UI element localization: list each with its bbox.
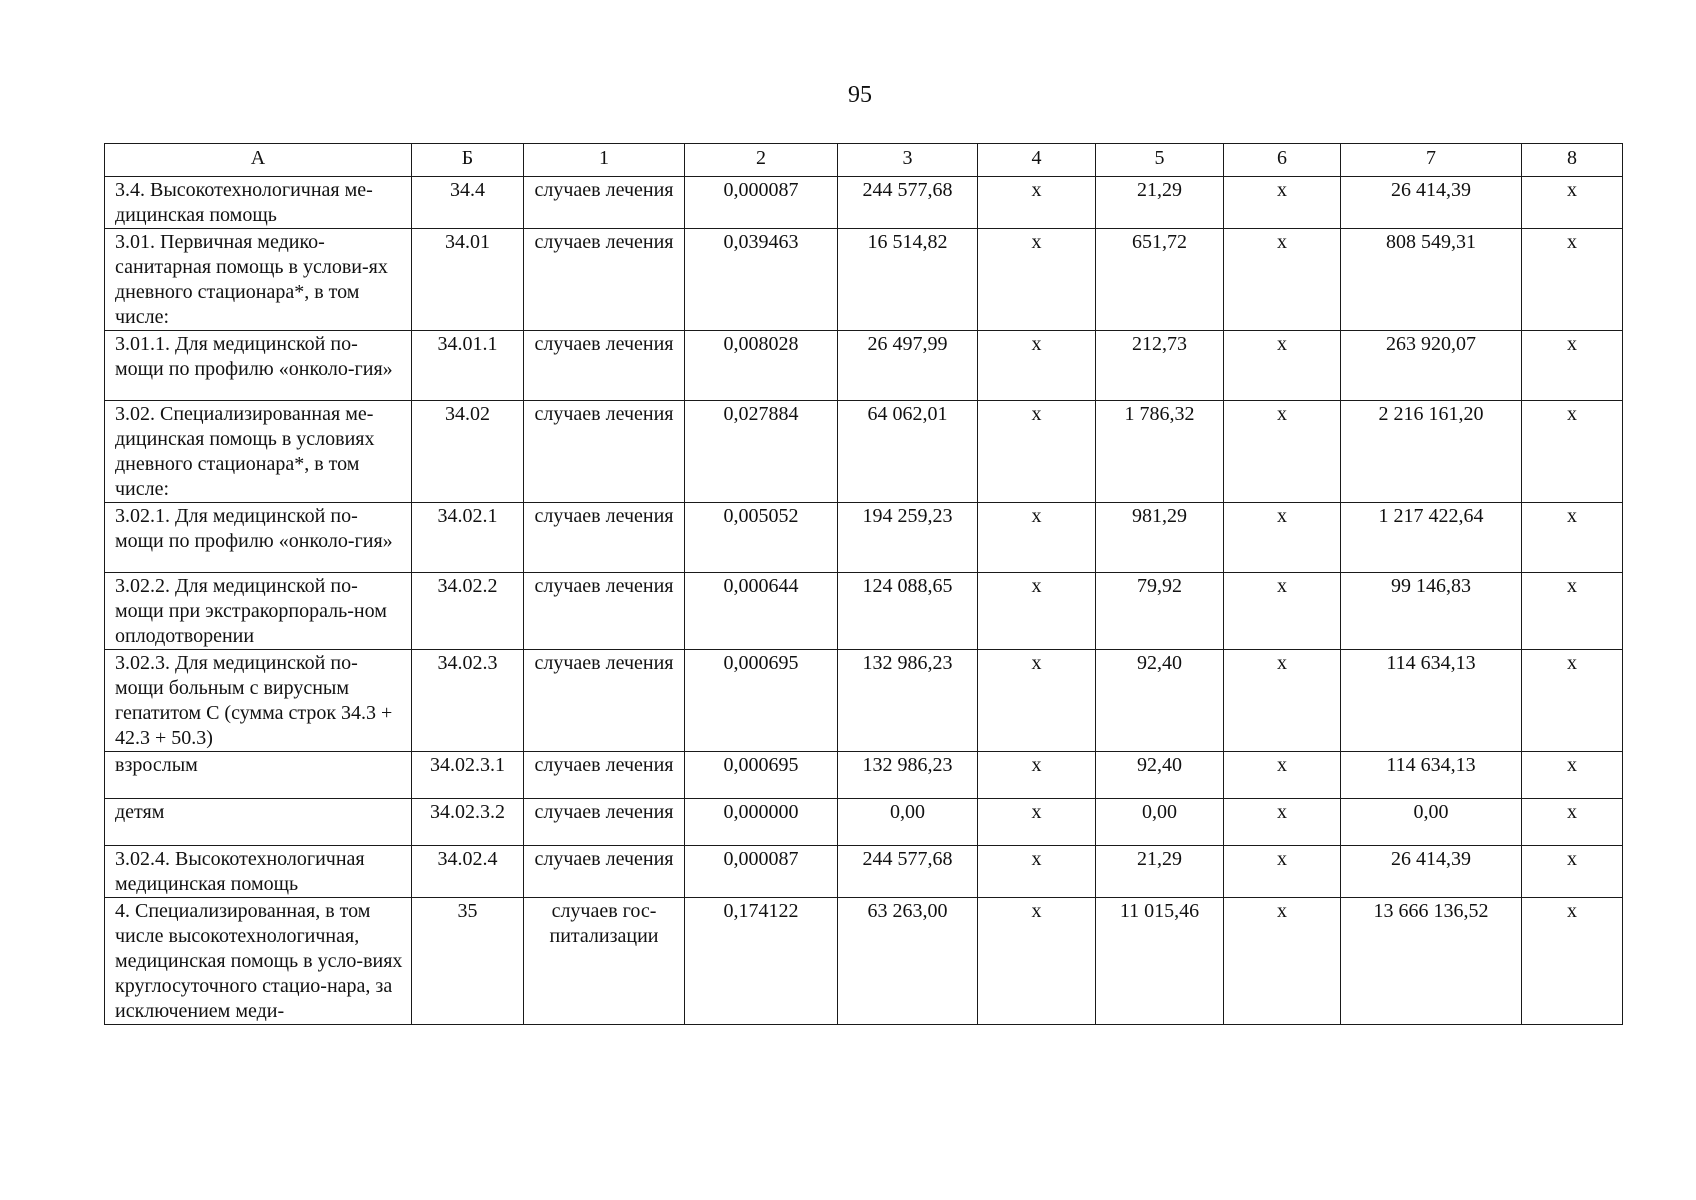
unit-cell: случаев лечения <box>524 401 685 503</box>
cell-col-5: 21,29 <box>1096 177 1224 229</box>
cell-col-4: х <box>978 177 1096 229</box>
cell-col-3: 132 986,23 <box>838 650 978 752</box>
cell-col-8: х <box>1522 401 1623 503</box>
cell-col-2: 0,000000 <box>685 799 838 846</box>
cell-col-7: 808 549,31 <box>1341 229 1522 331</box>
cell-col-6: х <box>1224 752 1341 799</box>
cell-col-4: х <box>978 503 1096 573</box>
table-row <box>105 650 1623 752</box>
cell-col-8: х <box>1522 177 1623 229</box>
row-name-cell: 3.01.1. Для медицинской по-мощи по профилю «онколо-гия» <box>105 331 412 401</box>
column-header: 4 <box>978 144 1096 177</box>
cell-col-5: 79,92 <box>1096 573 1224 650</box>
cell-col-2: 0,000695 <box>685 650 838 752</box>
cell-col-3: 244 577,68 <box>838 846 978 898</box>
row-name-cell: 3.02.2. Для медицинской по-мощи при экстракорпораль-ном оплодотворении <box>105 573 412 650</box>
row-name-cell: детям <box>105 799 412 846</box>
column-header: Б <box>412 144 524 177</box>
cell-col-5: 651,72 <box>1096 229 1224 331</box>
cell-col-2: 0,000087 <box>685 846 838 898</box>
row-code-cell: 34.02.3.2 <box>412 799 524 846</box>
table-row <box>105 573 1623 650</box>
data-table <box>104 143 1623 1025</box>
cell-col-2: 0,174122 <box>685 898 838 1025</box>
cell-col-2: 0,039463 <box>685 229 838 331</box>
table-row <box>105 401 1623 503</box>
column-header: 7 <box>1341 144 1522 177</box>
cell-col-3: 63 263,00 <box>838 898 978 1025</box>
cell-col-7: 263 920,07 <box>1341 331 1522 401</box>
row-name-cell: 3.02.4. Высокотехнологичная медицинская помощь <box>105 846 412 898</box>
unit-cell: случаев лечения <box>524 752 685 799</box>
cell-col-5: 981,29 <box>1096 503 1224 573</box>
table-header-row <box>105 144 1623 177</box>
cell-col-5: 11 015,46 <box>1096 898 1224 1025</box>
row-name-cell: 3.01. Первичная медико-санитарная помощь в услови-ях дневного стационара*, в том числе: <box>105 229 412 331</box>
cell-col-6: х <box>1224 898 1341 1025</box>
cell-col-7: 114 634,13 <box>1341 752 1522 799</box>
cell-col-2: 0,008028 <box>685 331 838 401</box>
cell-col-4: х <box>978 752 1096 799</box>
cell-col-2: 0,000087 <box>685 177 838 229</box>
cell-col-3: 0,00 <box>838 799 978 846</box>
cell-col-7: 0,00 <box>1341 799 1522 846</box>
cell-col-3: 194 259,23 <box>838 503 978 573</box>
unit-cell: случаев лечения <box>524 573 685 650</box>
cell-col-6: х <box>1224 401 1341 503</box>
cell-col-6: х <box>1224 229 1341 331</box>
cell-col-7: 114 634,13 <box>1341 650 1522 752</box>
row-name-cell: 3.02.1. Для медицинской по-мощи по профилю «онколо-гия» <box>105 503 412 573</box>
cell-col-4: х <box>978 229 1096 331</box>
cell-col-6: х <box>1224 846 1341 898</box>
cell-col-7: 26 414,39 <box>1341 846 1522 898</box>
row-code-cell: 34.01.1 <box>412 331 524 401</box>
cell-col-4: х <box>978 799 1096 846</box>
cell-col-3: 244 577,68 <box>838 177 978 229</box>
page-number: 95 <box>848 82 872 108</box>
cell-col-3: 132 986,23 <box>838 752 978 799</box>
column-header: 3 <box>838 144 978 177</box>
cell-col-7: 13 666 136,52 <box>1341 898 1522 1025</box>
cell-col-6: х <box>1224 573 1341 650</box>
unit-cell: случаев лечения <box>524 503 685 573</box>
cell-col-4: х <box>978 401 1096 503</box>
column-header: 6 <box>1224 144 1341 177</box>
table-row <box>105 177 1623 229</box>
cell-col-8: х <box>1522 799 1623 846</box>
cell-col-2: 0,000695 <box>685 752 838 799</box>
cell-col-7: 99 146,83 <box>1341 573 1522 650</box>
cell-col-5: 0,00 <box>1096 799 1224 846</box>
row-code-cell: 34.02.2 <box>412 573 524 650</box>
unit-cell: случаев лечения <box>524 331 685 401</box>
table-row <box>105 898 1623 1025</box>
row-code-cell: 35 <box>412 898 524 1025</box>
cell-col-8: х <box>1522 752 1623 799</box>
cell-col-5: 92,40 <box>1096 650 1224 752</box>
cell-col-6: х <box>1224 650 1341 752</box>
cell-col-5: 21,29 <box>1096 846 1224 898</box>
row-code-cell: 34.02.3 <box>412 650 524 752</box>
row-code-cell: 34.02 <box>412 401 524 503</box>
cell-col-2: 0,000644 <box>685 573 838 650</box>
cell-col-6: х <box>1224 503 1341 573</box>
cell-col-8: х <box>1522 846 1623 898</box>
cell-col-4: х <box>978 331 1096 401</box>
cell-col-4: х <box>978 650 1096 752</box>
column-header: 5 <box>1096 144 1224 177</box>
cell-col-8: х <box>1522 573 1623 650</box>
cell-col-5: 1 786,32 <box>1096 401 1224 503</box>
row-name-cell: 3.02.3. Для медицинской по-мощи больным с вирусным гепатитом С (сумма строк 34.3 + 42.3 + 50.3) <box>105 650 412 752</box>
cell-col-5: 92,40 <box>1096 752 1224 799</box>
cell-col-4: х <box>978 573 1096 650</box>
unit-cell: случаев лечения <box>524 799 685 846</box>
row-name-cell: взрослым <box>105 752 412 799</box>
column-header: 1 <box>524 144 685 177</box>
row-code-cell: 34.01 <box>412 229 524 331</box>
column-header: 2 <box>685 144 838 177</box>
unit-cell: случаев лечения <box>524 650 685 752</box>
cell-col-8: х <box>1522 229 1623 331</box>
table-row <box>105 331 1623 401</box>
cell-col-8: х <box>1522 898 1623 1025</box>
cell-col-5: 212,73 <box>1096 331 1224 401</box>
cell-col-2: 0,005052 <box>685 503 838 573</box>
cell-col-7: 2 216 161,20 <box>1341 401 1522 503</box>
table-body <box>105 177 1623 1025</box>
unit-cell: случаев лечения <box>524 229 685 331</box>
cell-col-2: 0,027884 <box>685 401 838 503</box>
column-header: А <box>105 144 412 177</box>
cell-col-6: х <box>1224 799 1341 846</box>
row-name-cell: 3.02. Специализированная ме-дицинская помощь в условиях дневного стационара*, в том числе: <box>105 401 412 503</box>
cell-col-6: х <box>1224 331 1341 401</box>
column-header: 8 <box>1522 144 1623 177</box>
table-row <box>105 799 1623 846</box>
cell-col-8: х <box>1522 503 1623 573</box>
row-name-cell: 4. Специализированная, в том числе высокотехнологичная, медицинская помощь в усло-виях круглосуточного стацио-нара, за исключением меди- <box>105 898 412 1025</box>
row-name-cell: 3.4. Высокотехнологичная ме-дицинская помощь <box>105 177 412 229</box>
table-row <box>105 846 1623 898</box>
unit-cell: случаев лечения <box>524 846 685 898</box>
cell-col-3: 26 497,99 <box>838 331 978 401</box>
cell-col-8: х <box>1522 331 1623 401</box>
row-code-cell: 34.02.1 <box>412 503 524 573</box>
cell-col-3: 64 062,01 <box>838 401 978 503</box>
cell-col-7: 1 217 422,64 <box>1341 503 1522 573</box>
cell-col-4: х <box>978 846 1096 898</box>
table-row <box>105 503 1623 573</box>
cell-col-6: х <box>1224 177 1341 229</box>
row-code-cell: 34.02.3.1 <box>412 752 524 799</box>
unit-cell: случаев гос-питализации <box>524 898 685 1025</box>
cell-col-3: 124 088,65 <box>838 573 978 650</box>
row-code-cell: 34.4 <box>412 177 524 229</box>
unit-cell: случаев лечения <box>524 177 685 229</box>
cell-col-4: х <box>978 898 1096 1025</box>
row-code-cell: 34.02.4 <box>412 846 524 898</box>
cell-col-7: 26 414,39 <box>1341 177 1522 229</box>
cell-col-3: 16 514,82 <box>838 229 978 331</box>
cell-col-8: х <box>1522 650 1623 752</box>
table-row <box>105 229 1623 331</box>
table-row <box>105 752 1623 799</box>
